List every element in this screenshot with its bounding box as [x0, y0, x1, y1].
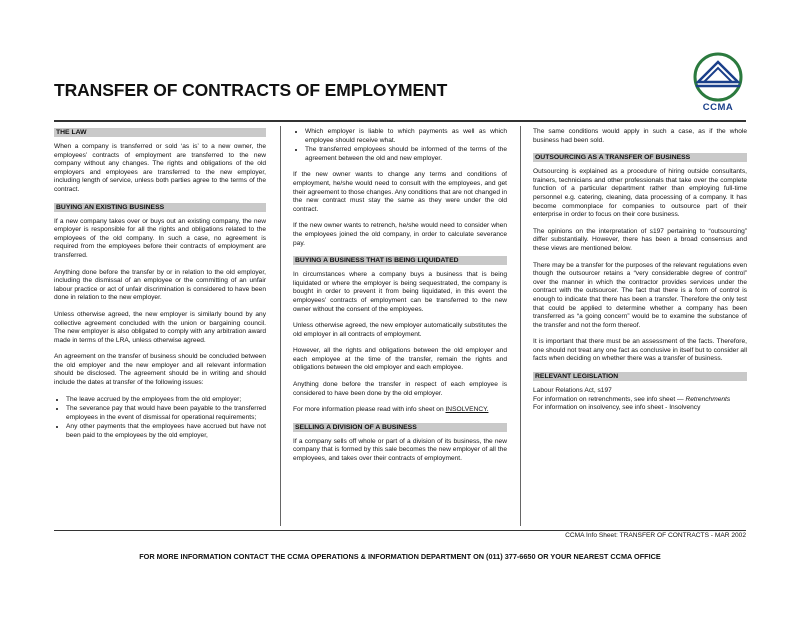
paragraph: When a company is transferred or sold ‘as is’ to a new owner, the employees’ contracts of employment are transferred to the new company without any changes. The rights and obligations of the old employers and employees are transferred to the new employer, including length of service, unless both parties agree to the terms of the contract. [54, 143, 266, 193]
paragraph: Anything done before the transfer by or in relation to the old employer, including the dismissal of an employee or the committing of an unfair labour practice or act of unfair discrimination is considered to have been done in relation to the new employer. [54, 268, 266, 302]
paragraph: There may be a transfer for the purposes of the relevant regulations even though the outsourcer retains a “very considerable degree of control” over the manner in which the contractor provides services under the contract with the outsourcer. The fact that there is a form of control is enough to indicate that there has been a transfer. Therefore the only test that could be applied to determine whether a company has been transferred as “a going concern” would be to examine the substance of the transfer and not the form thereof. [533, 261, 747, 329]
text: For information on retrenchments, see info sheet — [533, 395, 686, 403]
paragraph: Anything done before the transfer in respect of each employee is considered to have been done by the old employer. [293, 381, 507, 397]
header-rule [54, 120, 746, 122]
column-3 [533, 128, 747, 413]
heading-selling-division: SELLING A DIVISION OF A BUSINESS [293, 423, 507, 432]
heading-outsourcing: OUTSOURCING AS A TRANSFER OF BUSINESS [533, 153, 747, 162]
paragraph [293, 406, 507, 415]
logo-text: CCMA [702, 102, 734, 113]
text: For more information please read with info sheet on [293, 406, 446, 414]
heading-the-law: THE LAW [54, 128, 266, 137]
bullet-list [293, 128, 507, 163]
paragraph: An agreement on the transfer of business should be concluded between the old employer and the new employer and all relevant information should be disclosed. The agreement should be in writing and should include the dates at transfer of the following issues: [54, 353, 266, 387]
paragraph: Unless otherwise agreed, the new employer is similarly bound by any collective agreement concluded with the union or bargaining council. The new employer is also obligated to comply with any arbitration award made in terms of the LRA, unless otherwise agreed. [54, 310, 266, 344]
list-item: • The severance pay that would have been payable to the transferred employees in the event of dismissal for operational requirements; [66, 405, 266, 422]
legislation-line [533, 396, 747, 405]
info-sheet-label: CCMA Info Sheet: TRANSFER OF CONTRACTS - MAR 2002 [565, 532, 746, 539]
list-item: • Which employer is liable to which payments as well as which employee should receive what. [305, 128, 507, 145]
bullet-list [54, 396, 266, 441]
ccma-logo [688, 52, 748, 114]
paragraph: The same conditions would apply in such a case, as if the whole business had been sold. [533, 128, 747, 144]
column-1 [54, 128, 266, 447]
ccma-emblem-icon [688, 52, 748, 102]
paragraph: It is important that there must be an assessment of the facts. Therefore, one should not treat any one fact as conclusive in itself but to consider all facts when deciding on whether there was a transfer of business. [533, 338, 747, 363]
column-divider [520, 126, 521, 526]
paragraph: Outsourcing is explained as a procedure of hiring outside consultants, trainers, technicians and other professionals that take over the complete function of a particular department rather than employing full-time personnel e.g. catering, cleaning, data processing of a company. It has become commonplace for companies to outsource part of their enterprise in order to focus on their core business. [533, 168, 747, 219]
paragraph: If a company sells off whole or part of a division of its business, the new company that is formed by this sale becomes the new employer of all the employees, and takes over their contracts of employment. [293, 437, 507, 463]
heading-relevant-legislation: RELEVANT LEGISLATION [533, 372, 747, 381]
column-2 [293, 128, 507, 472]
legislation-line: Labour Relations Act, s197 [533, 387, 612, 395]
page-title: TRANSFER OF CONTRACTS OF EMPLOYMENT [54, 80, 448, 100]
contact-footer: FOR MORE INFORMATION CONTACT THE CCMA OPERATIONS & INFORMATION DEPARTMENT ON (011) 377-6650 OR YOUR NEAREST CCMA OFFICE [139, 552, 661, 561]
paragraph: In circumstances where a company buys a business that is being liquidated or where the employer is being sequestrated, the company is bought in order to prevent it from being liquidated, in this event the employees’ contracts of employment can be transferred to the new owner without the consent of the employees. [293, 271, 507, 313]
list-item: • Any other payments that the employees have accrued but have not been paid to the employees by the old employer, [66, 423, 266, 440]
text-italic: Retrenchments [685, 395, 731, 403]
footer-rule [54, 530, 746, 531]
paragraph: The opinions on the interpretation of s197 pertaining to “outsourcing” differ substantially. However, there has been a broad consensus and these views are mentioned below. [533, 227, 747, 252]
list-item: • The leave accrued by the employees from the old employer; [66, 396, 266, 405]
paragraph: If the new owner wants to retrench, he/she would need to consider when the employees joined the old company, in order to calculate severance pay. [293, 222, 507, 247]
paragraph: Unless otherwise agreed, the new employer automatically substitutes the old employer in all contracts of employment. [293, 322, 507, 338]
paragraph: If a new company takes over or buys out an existing company, the new employer is responsible for all the rights and obligations related to the employees of the old company. In such a case, no agreement is required from the employees before their contracts of employment are transferred. [54, 217, 266, 259]
heading-buying-existing-business: BUYING AN EXISTING BUSINESS [54, 203, 266, 212]
legislation-line: For information on insolvency, see info sheet - Insolvency [533, 404, 701, 412]
list-item: • The transferred employees should be informed of the terms of the agreement between the old and new employer. [305, 146, 507, 163]
insolvency-link[interactable]: INSOLVENCY. [445, 406, 489, 414]
heading-buying-liquidated-business: BUYING A BUSINESS THAT IS BEING LIQUIDATED [293, 256, 507, 265]
paragraph: If the new owner wants to change any terms and conditions of employment, he/she would need to consult with the employees, and get their agreement to those changes. Any conditions that are not changed in the new contract must stay the same as they were under the old contract. [293, 171, 507, 213]
column-divider [280, 126, 281, 526]
paragraph: However, all the rights and obligations between the old employer and each employee at the time of the transfer, remain the rights and obligations between the old employer and each employee. [293, 347, 507, 372]
